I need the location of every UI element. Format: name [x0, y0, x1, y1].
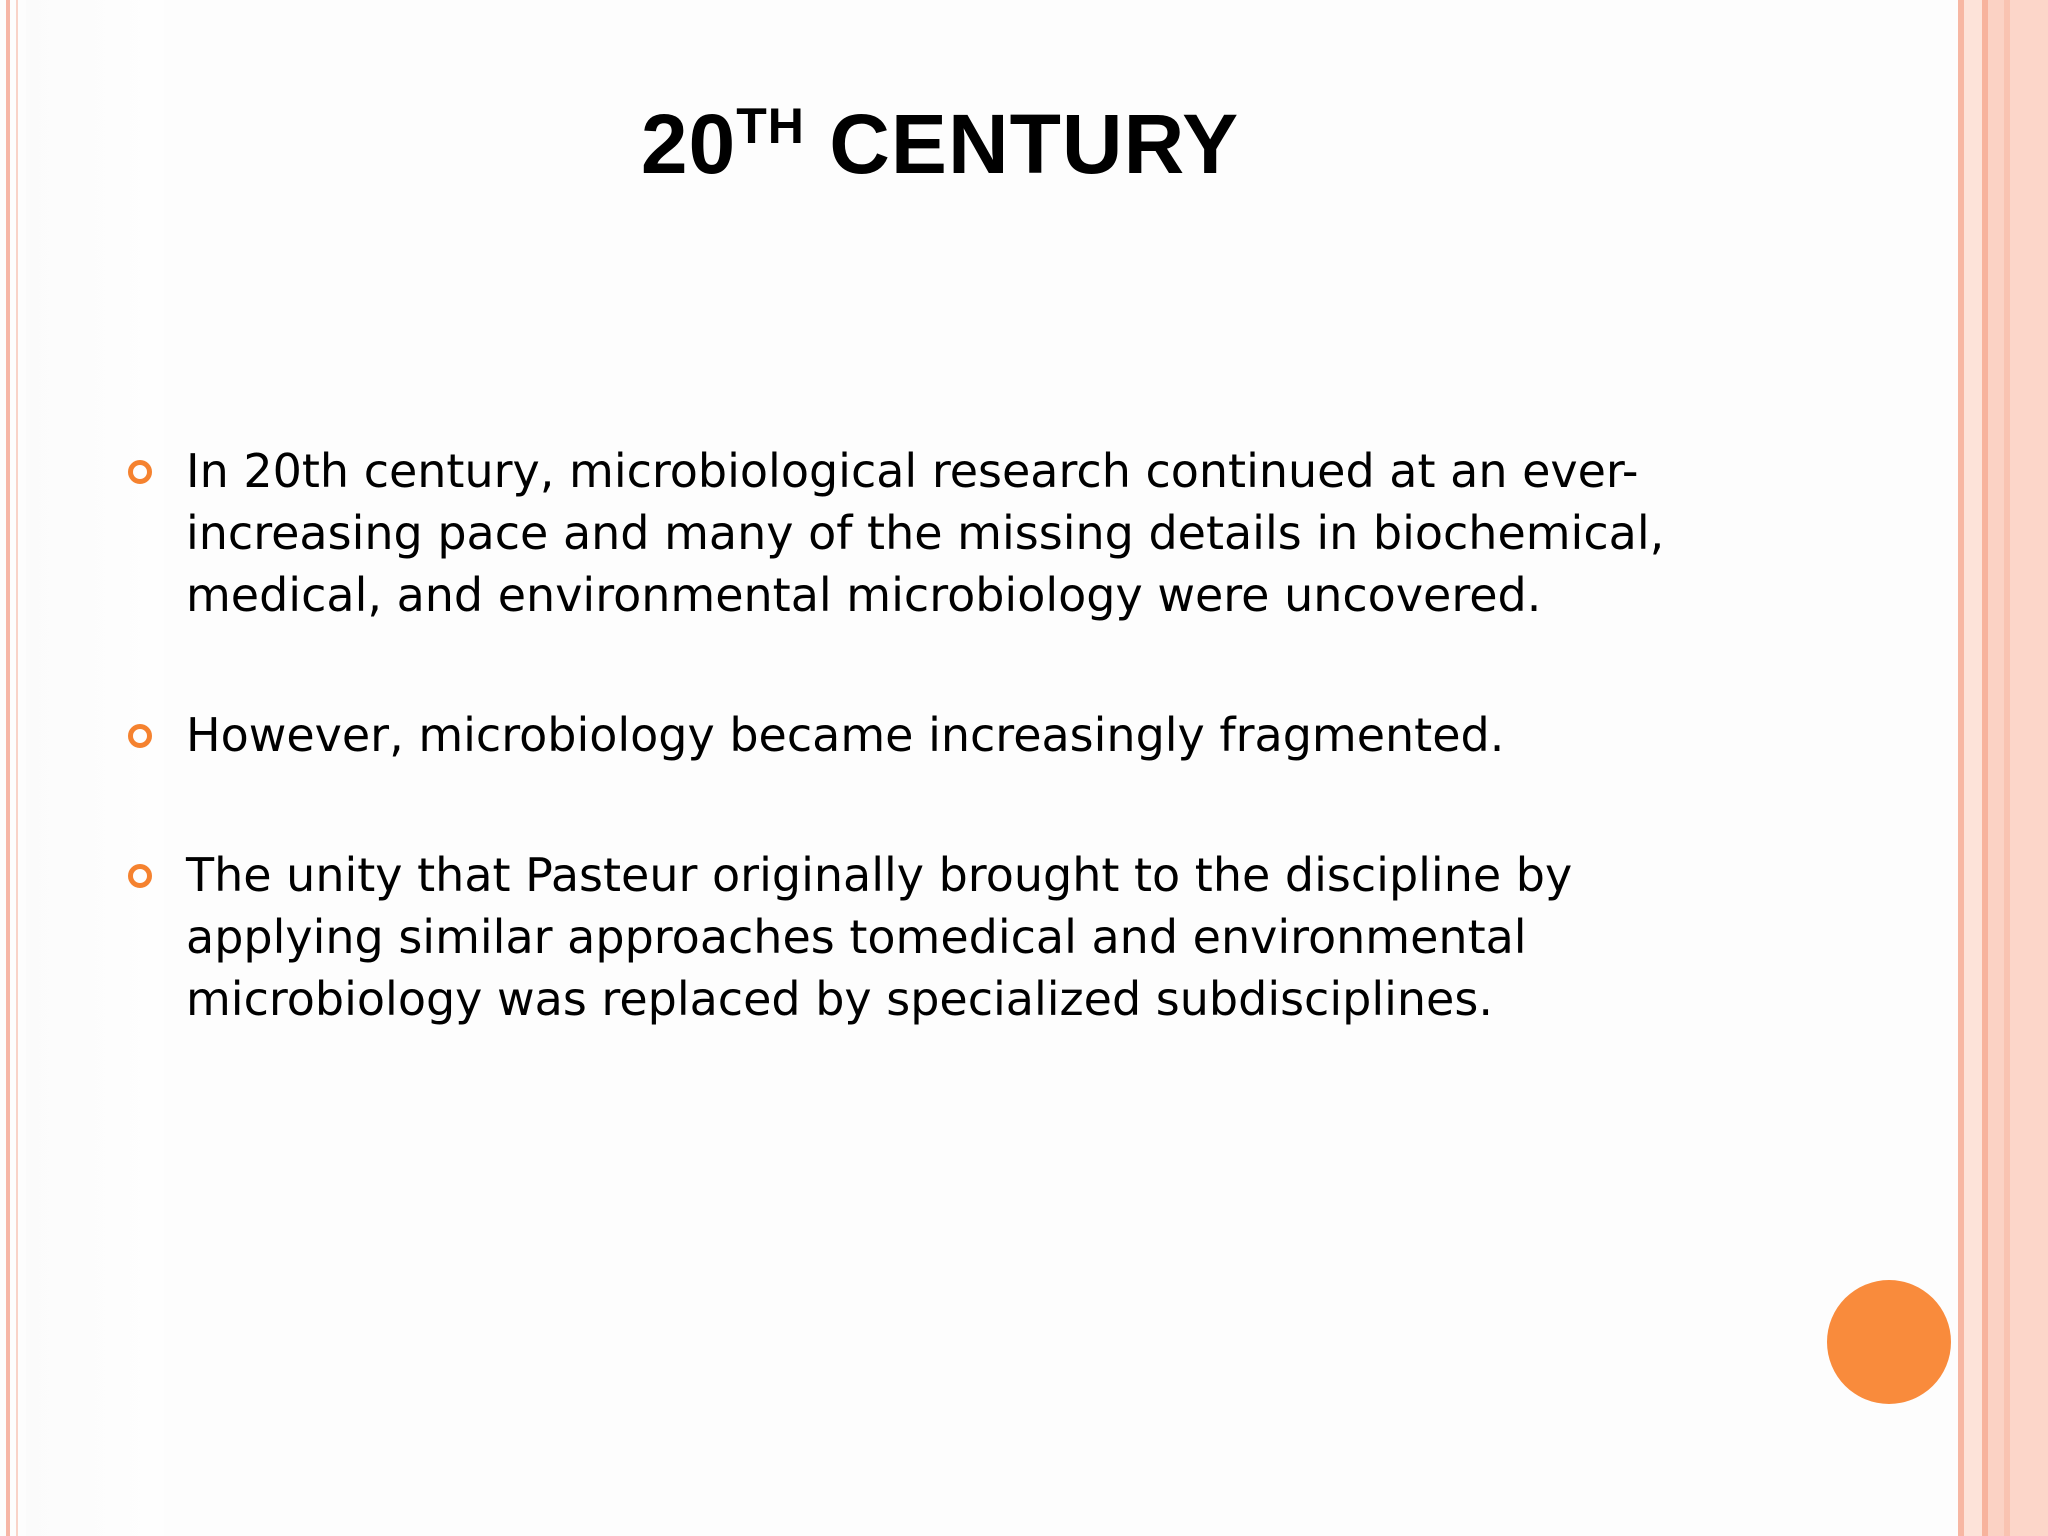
- bullet-list: [128, 440, 1748, 1108]
- title-number: 20: [640, 97, 737, 191]
- left-border-line-inner: [16, 0, 18, 1536]
- bullet-circle-icon: [128, 864, 152, 888]
- bullet-text: The unity that Pasteur originally brought to the discipline by applying similar approaches tomedical and environmental microbiology was replaced by specialized subdisciplines.: [186, 848, 1573, 1026]
- slide-title: [0, 96, 1880, 193]
- decorative-orange-circle: [1827, 1280, 1951, 1404]
- title-text: CENTURY: [804, 97, 1240, 191]
- bullet-text: In 20th century, microbiological research continued at an ever-increasing pace and many of the missing details in biochemical, medical, and environmental microbiology were uncovered.: [186, 444, 1665, 622]
- bullet-item: [128, 704, 1748, 766]
- left-border-line: [6, 0, 10, 1536]
- bullet-circle-icon: [128, 724, 152, 748]
- right-decor-stripe: [1964, 0, 1982, 1536]
- right-decor-stripe: [1988, 0, 2048, 1536]
- bullet-item: [128, 844, 1748, 1030]
- bullet-circle-icon: [128, 460, 152, 484]
- bullet-text: However, microbiology became increasingly fragmented.: [186, 708, 1505, 762]
- bullet-item: [128, 440, 1748, 626]
- title-superscript: TH: [736, 98, 805, 154]
